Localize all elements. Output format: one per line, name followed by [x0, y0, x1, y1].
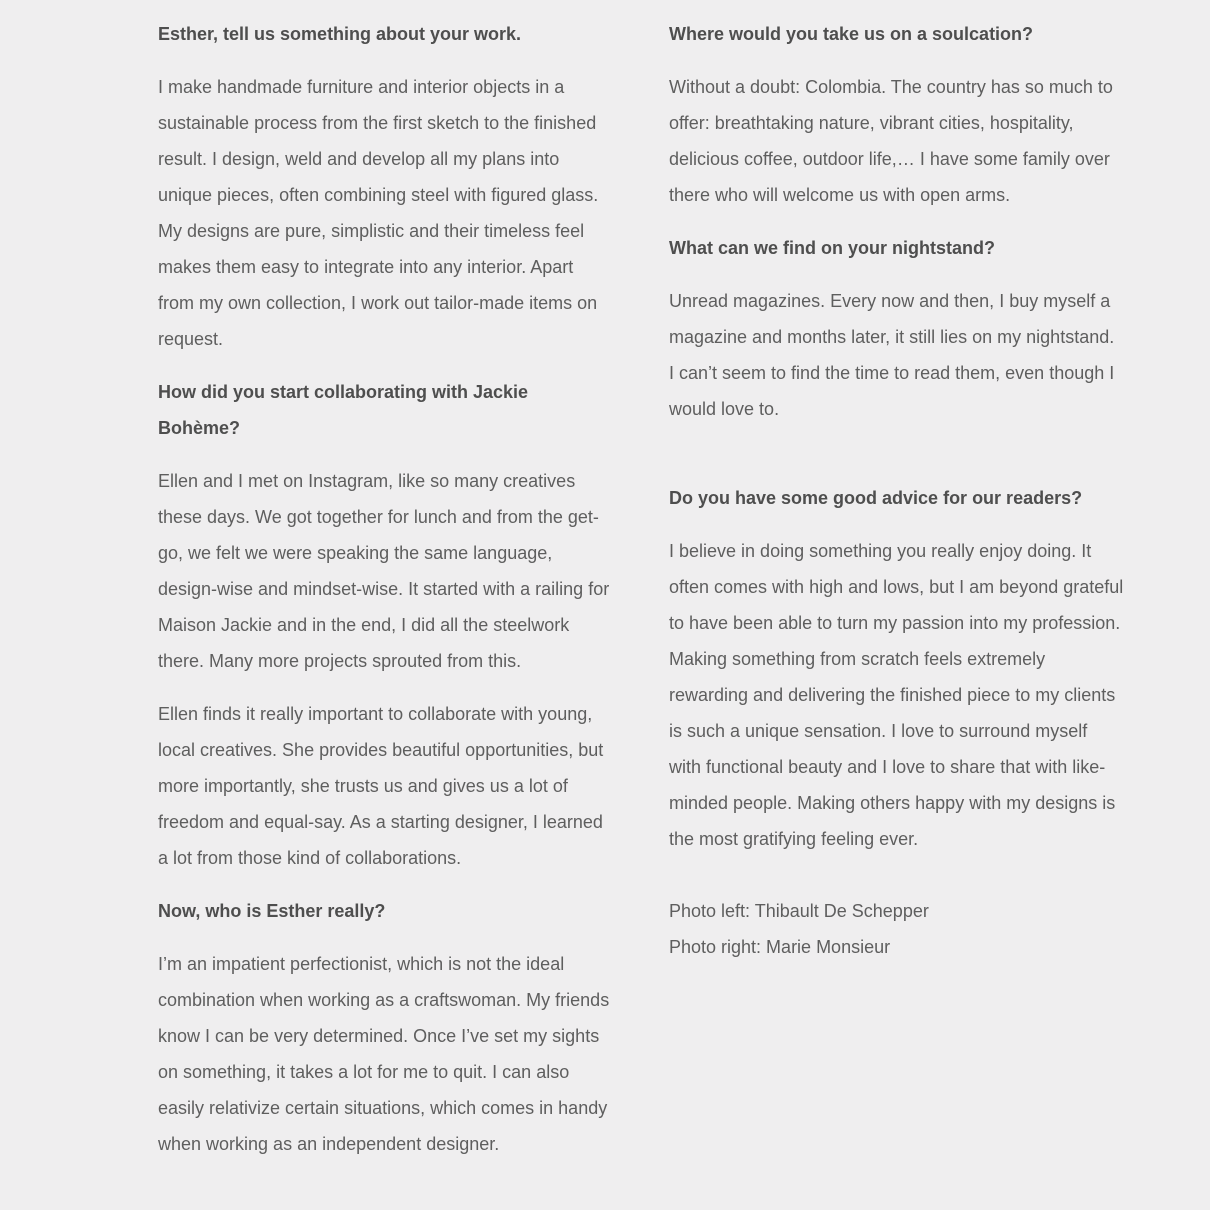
question-who-is-esther: Now, who is Esther really?	[158, 901, 386, 921]
question-soulcation: Where would you take us on a soulcation?	[669, 24, 1034, 44]
photo-credit-right: Photo right: Marie Monsieur	[669, 937, 891, 957]
answer-nightstand: Unread magazines. Every now and then, I buy myself a magazine and months later, it still lies on my nightstand. I can’t seem to find the time to read them, even though I would love to.	[669, 291, 1115, 419]
question-advice: Do you have some good advice for our readers?	[669, 488, 1083, 508]
answer-collaboration-2: Ellen finds it really important to collaborate with young, local creatives. She provides beautiful opportunities, but more importantly, she trusts us and gives us a lot of freedom and equal-say. As a starting designer, I learned a lot from those kind of collaborations.	[158, 704, 604, 868]
left-column	[158, 16, 613, 1179]
answer-work: I make handmade furniture and interior objects in a sustainable process from the first sketch to the finished result. I design, weld and develop all my plans into unique pieces, often combining steel with figured glass. My designs are pure, simplistic and their timeless feel makes them easy to integrate into any interior. Apart from my own collection, I work out tailor-made items on request.	[158, 77, 599, 349]
question-work: Esther, tell us something about your work.	[158, 24, 522, 44]
question-nightstand: What can we find on your nightstand?	[669, 238, 995, 258]
photo-credits	[669, 893, 1124, 965]
photo-credit-left: Photo left: Thibault De Schepper	[669, 901, 929, 921]
answer-soulcation: Without a doubt: Colombia. The country has so much to offer: breathtaking nature, vibrant cities, hospitality, delicious coffee, outdoor life,… I have some family over there who will welcome us with open arms.	[669, 77, 1113, 205]
right-column	[669, 16, 1124, 965]
section-spacer	[669, 444, 1124, 480]
answer-who-is-esther: I’m an impatient perfectionist, which is not the ideal combination when working as a craftswoman. My friends know I can be very determined. Once I’ve set my sights on something, it takes a lot for me to quit. I can also easily relativize certain situations, which comes in handy when working as an independent designer.	[158, 954, 610, 1154]
answer-advice: I believe in doing something you really enjoy doing. It often comes with high and lows, but I am beyond grateful to have been able to turn my passion into my profession. Making something from scratch feels extremely rewarding and delivering the finished piece to my clients is such a unique sensation. I love to surround myself with functional beauty and I love to share that with like-minded people. Making others happy with my designs is the most gratifying feeling ever.	[669, 541, 1124, 849]
answer-collaboration-1: Ellen and I met on Instagram, like so many creatives these days. We got together for lunch and from the get-go, we felt we were speaking the same language, design-wise and mindset-wise. It started with a railing for Maison Jackie and in the end, I did all the steelwork there. Many more projects sprouted from this.	[158, 471, 610, 671]
question-collaboration: How did you start collaborating with Jackie Bohème?	[158, 382, 529, 438]
